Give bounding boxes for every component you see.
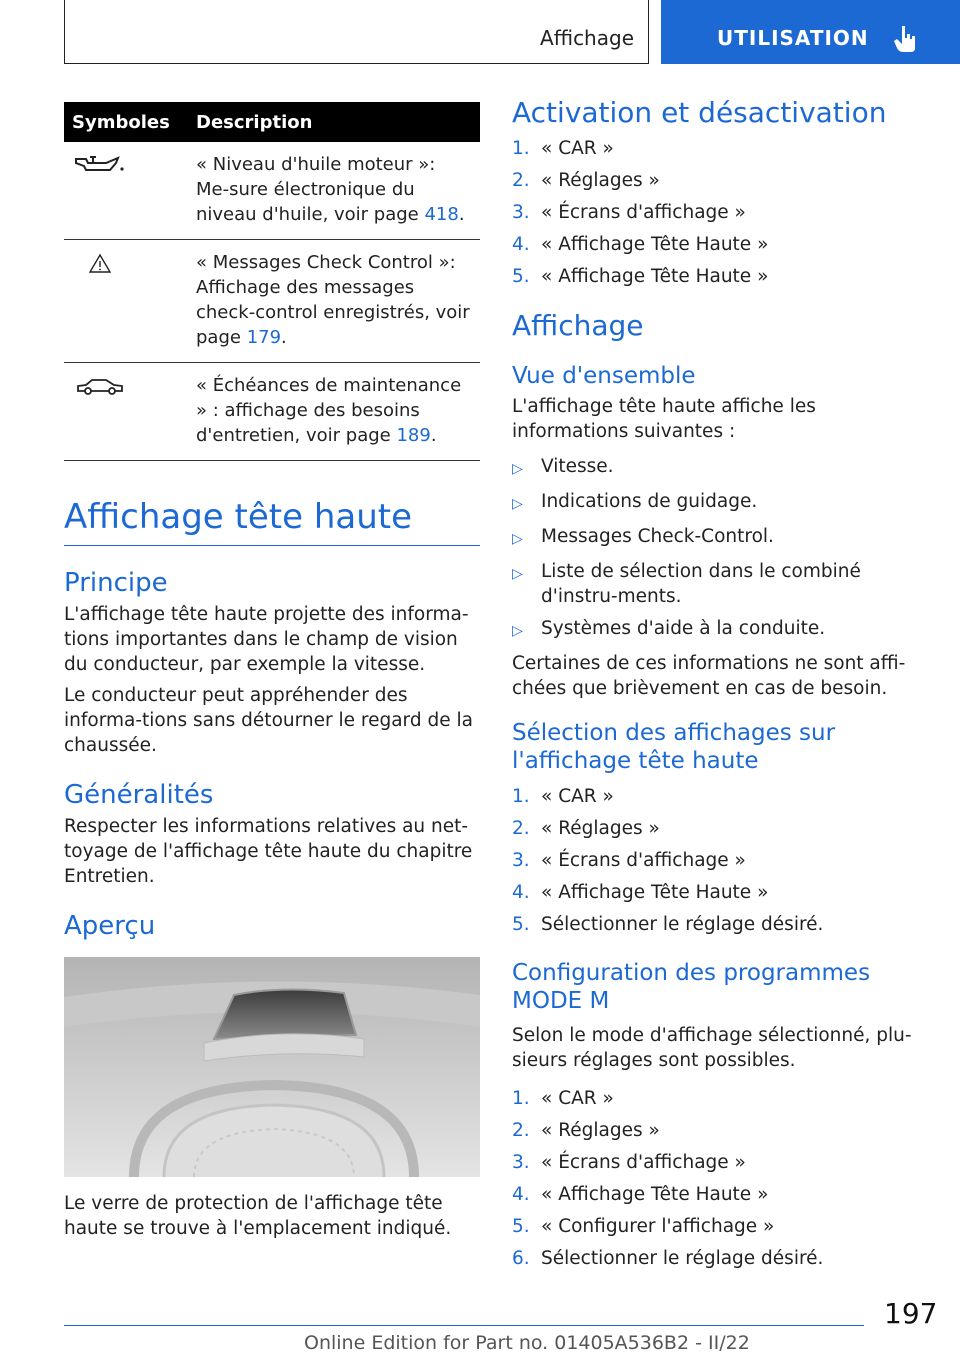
list-item: ▷ Indications de guidage.: [512, 489, 928, 517]
vue-ensemble-bullets: [512, 454, 928, 644]
list-item: 1. « CAR »: [512, 138, 614, 159]
left-column: [64, 102, 480, 1241]
list-item: ▷ Liste de sélection dans le combiné d'instru-ments.: [512, 561, 861, 607]
list-item: 5. « Configurer l'affichage »: [512, 1216, 775, 1237]
vue-ensemble-note: Certaines de ces informations ne sont affi-chées que brièvement en cas de besoin.: [512, 653, 906, 699]
activation-heading: Activation et désactivation: [512, 96, 887, 129]
symbol-cell: [64, 240, 188, 363]
bullet-triangle-icon: ▷: [512, 531, 523, 547]
list-item: ▷ Vitesse.: [512, 454, 928, 482]
vue-ensemble-heading: Vue d'ensemble: [512, 363, 696, 389]
list-item: 2. « Réglages »: [512, 818, 660, 839]
vue-ensemble-paragraph: L'affichage tête haute affiche les informations suivantes :: [512, 396, 816, 442]
table-row: [64, 363, 480, 461]
list-item: 3. « Écrans d'affichage »: [512, 1152, 746, 1173]
list-item: 3. « Écrans d'affichage »: [512, 850, 746, 871]
list-item: 5. « Affichage Tête Haute »: [512, 266, 769, 287]
list-item: 2. « Réglages »: [512, 170, 660, 191]
hud-dashboard-image: [64, 957, 480, 1177]
page-header: [0, 0, 960, 66]
symbols-table: [64, 102, 480, 461]
footer-divider: [64, 1325, 864, 1326]
hud-photo: [64, 957, 480, 1177]
page-number: 197: [884, 1297, 938, 1330]
affichage-heading: Affichage: [512, 309, 644, 342]
bullet-triangle-icon: ▷: [512, 461, 523, 477]
list-item: 4. « Affichage Tête Haute »: [512, 882, 769, 903]
header-chapter-tab: [661, 0, 960, 64]
list-item: 3. « Écrans d'affichage »: [512, 202, 746, 223]
description-cell: « Niveau d'huile moteur »: Me-sure électronique du niveau d'huile, voir page 418.: [188, 142, 480, 240]
table-row: [64, 142, 480, 240]
page-link[interactable]: 179: [246, 327, 282, 348]
bullet-triangle-icon: ▷: [512, 566, 523, 582]
apercu-heading: Aperçu: [64, 911, 156, 941]
list-item: 5. Sélectionner le réglage désiré.: [512, 914, 824, 935]
activation-steps: [512, 133, 928, 293]
warning-triangle-icon: [72, 252, 128, 274]
bullet-triangle-icon: ▷: [512, 623, 523, 639]
generalites-paragraph: Respecter les informations relatives au net-toyage de l'affichage tête haute du chapitre Entretien.: [64, 816, 473, 887]
page-link[interactable]: 418: [424, 204, 459, 225]
generalites-heading: Généralités: [64, 780, 214, 810]
symbol-cell: [64, 363, 188, 461]
header-section-box: [64, 0, 649, 64]
header-section-title: Affichage: [540, 26, 634, 50]
list-item: 2. « Réglages »: [512, 1120, 660, 1141]
list-item: ▷ Messages Check-Control.: [512, 524, 928, 552]
principe-paragraph-1: L'affichage tête haute projette des informa-tions importantes dans le champ de vision du conducteur, par exemple la vitesse.: [64, 604, 469, 675]
right-column: [512, 96, 928, 1275]
list-item: 4. « Affichage Tête Haute »: [512, 234, 769, 255]
section-heading-block: [64, 497, 480, 546]
selection-heading: Sélection des affichages sur l'affichage tête haute: [512, 720, 836, 774]
config-heading: Configuration des programmes MODE M: [512, 960, 871, 1014]
description-cell: « Échéances de maintenance » : affichage des besoins d'entretien, voir page 189.: [188, 363, 480, 461]
config-paragraph: Selon le mode d'affichage sélectionné, plu-sieurs réglages sont possibles.: [512, 1025, 912, 1071]
photo-caption: Le verre de protection de l'affichage tête haute se trouve à l'emplacement indiqué.: [64, 1193, 452, 1239]
list-item: 4. « Affichage Tête Haute »: [512, 1184, 769, 1205]
header-chapter-label: UTILISATION: [717, 26, 869, 50]
list-item: ▷ Systèmes d'aide à la conduite.: [512, 616, 928, 644]
table-row: [64, 240, 480, 363]
section-title: Affichage tête haute: [64, 497, 413, 537]
principe-paragraph-2: Le conducteur peut appréhender des informa-tions sans détourner le regard de la chaussée.: [64, 685, 473, 756]
hand-pointer-icon: [893, 24, 919, 54]
oil-can-icon: [72, 154, 128, 176]
bullet-triangle-icon: ▷: [512, 496, 523, 512]
list-item: 1. « CAR »: [512, 1088, 614, 1109]
list-item: 1. « CAR »: [512, 786, 614, 807]
col-header-description: Description: [188, 102, 480, 142]
col-header-symbols: Symboles: [64, 102, 188, 142]
config-steps: [512, 1083, 928, 1275]
principe-heading: Principe: [64, 568, 168, 598]
selection-steps: [512, 781, 928, 941]
footer-edition: Online Edition for Part no. 01405A536B2 - II/22: [304, 1332, 750, 1354]
car-service-icon: [72, 375, 128, 397]
list-item: 6. Sélectionner le réglage désiré.: [512, 1248, 824, 1269]
page-link[interactable]: 189: [396, 425, 431, 446]
description-cell: « Messages Check Control »: Affichage des messages check-control enregistrés, voir page 179.: [188, 240, 480, 363]
symbol-cell: [64, 142, 188, 240]
